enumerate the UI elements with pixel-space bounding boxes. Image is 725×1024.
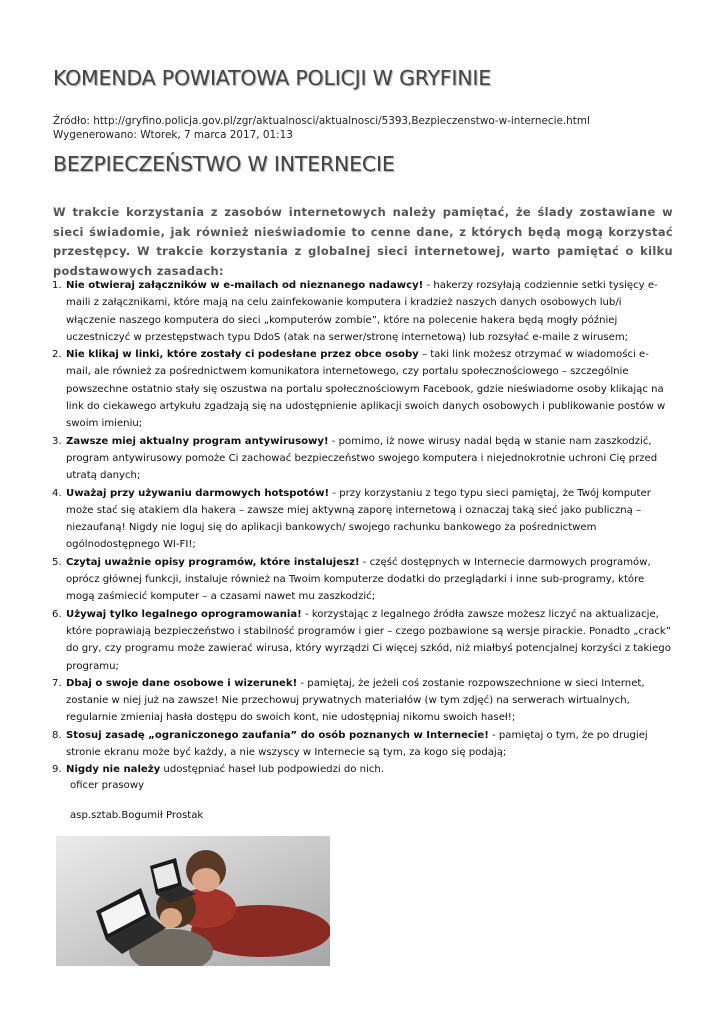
children-with-laptops-image (56, 836, 330, 966)
article-lead: W trakcie korzystania z zasobów internetowych należy pamiętać, że ślady zostawiane w sieci świadomie, jak również nieświadomie to cenne dane, z których będą mogą korzystać przestępcy. W trakcie korzystania z globalnej sieci internetowej, warto pamiętać o kilku podstawowych zasadach: (53, 205, 673, 278)
rule-text: - pomimo, iż nowe wirusy nadal będą w stanie nam zaszkodzić, program antywirusowy pomoże Ci zachować bezpieczeństwo swojego komputera i niejednokrotnie uchroni Cię przed utratą danych; (66, 435, 658, 482)
generated-line: Wygenerowano: Wtorek, 7 marca 2017, 01:13 (53, 129, 293, 141)
list-item (66, 675, 673, 727)
rule-text: – taki link możesz otrzymać w wiadomości e-mail, ale również za pośrednictwem komunikatora internetowego, czy portalu społecznościowego – szczególnie powszechne ostatnio stały się oszustwa na portalu społecznościowym Facebook, gdzie nieświadome osoby klikając na link do ciekawego artykułu zgadzają się na udostępnienie aplikacji swoich danych osobowych i publikowanie postów w swoim imieniu; (66, 349, 666, 430)
article-title: BEZPIECZEŃSTWO W INTERNECIE (53, 152, 395, 176)
rule-text: - przy korzystaniu z tego typu sieci pamiętaj, że Twój komputer może stać się atakiem dla hakera – zawsze miej aktywną zaporę internetową i oznaczaj taką sieć jako publiczną – niezaufaną! Nigdy nie loguj się do aplikacji bankowych/ swojego rachunku bankowego za pośrednictwem ogólnodostępnego WI-FI!; (66, 487, 651, 551)
list-item (66, 433, 673, 485)
list-item (66, 277, 673, 346)
signature-role: oficer prasowy (70, 780, 145, 791)
rule-heading: Nigdy nie należy (66, 764, 161, 776)
list-item (66, 554, 673, 606)
document-meta (53, 114, 590, 142)
rule-text: - część dostępnych w Internecie darmowych programów, oprócz głównej funkcji, instaluje również na Twoim komputerze dodatki do przeglądarki i inne sub-programy, które mogą zaśmiecić komputer – a czasami nawet mu zaszkodzić; (66, 556, 651, 603)
rule-text: - hakerzy rozsyłają codziennie setki tysięcy e-maili z załącznikami, które mają na celu zainfekowanie komputera i kradzież naszych danych osobowych lub/i włączenie naszego komputera do sieci „komputerów zombie”, które na polecenie hakera będą mogły później uczestniczyć w przestępstwach typu DdoS (atak na serwer/stronę internetową) lub rozsyłać e-maile z wirusem; (66, 280, 658, 343)
source-line: Źródło: http://gryfino.policja.gov.pl/zgr/aktualnosci/aktualnosci/5393,Bezpieczenstwo-w-internecie.html (53, 115, 590, 127)
rule-text: - pamiętaj, że jeżeli coś zostanie rozpowszechnione w sieci Internet, zostanie w niej już na zawsze! Nie przechowuj prywatnych materiałów (w tym zdjęć) na serwerach wirtualnych, regularnie zmieniaj hasła dostępu do swoich kont, nie udostępniaj nikomu swoich haseł!; (66, 677, 645, 724)
list-item (66, 761, 673, 778)
signature-name: asp.sztab.Bogumił Prostak (70, 810, 204, 821)
rule-text: - pamiętaj o tym, że po drugiej stronie ekranu może być każdy, a nie wszyscy w Internecie są tym, za kogo się podają; (66, 729, 648, 759)
rule-heading: Nie otwieraj załączników w e-mailach od nieznanego nadawcy! (66, 280, 424, 291)
rule-heading: Dbaj o swoje dane osobowe i wizerunek! (66, 677, 298, 689)
list-item (66, 485, 673, 554)
list-item (66, 606, 673, 675)
rule-heading: Nie klikaj w linki, które zostały ci podesłane przez obce osoby (66, 349, 419, 361)
article-photo (56, 836, 330, 966)
organization-title: KOMENDA POWIATOWA POLICJI W GRYFINIE (53, 66, 491, 90)
rule-heading: Uważaj przy używaniu darmowych hotspotów! (66, 487, 330, 499)
safety-rules-list (66, 277, 673, 779)
rule-heading: Stosuj zasadę „ograniczonego zaufania” do osób poznanych w Internecie! (66, 729, 489, 741)
rule-heading: Zawsze miej aktualny program antywirusowy! (66, 435, 329, 447)
rule-heading: Czytaj uważnie opisy programów, które instalujesz! (66, 556, 360, 568)
rule-text: udostępniać haseł lub podpowiedzi do nich. (160, 764, 385, 776)
rule-text: - korzystając z legalnego źródła zawsze możesz liczyć na aktualizacje, które poprawiają bezpieczeństwo i stabilność programów i gier – czego pozbawione są wersje pirackie. Ponadto „crack” do gry, czy programu może zawierać wirusa, który wyrządzi Ci więcej szkód, niż miałbyś potencjalnej korzyści z takiego programu; (66, 608, 672, 672)
rule-heading: Używaj tylko legalnego oprogramowania! (66, 608, 302, 620)
list-item (66, 346, 673, 432)
list-item (66, 727, 673, 762)
